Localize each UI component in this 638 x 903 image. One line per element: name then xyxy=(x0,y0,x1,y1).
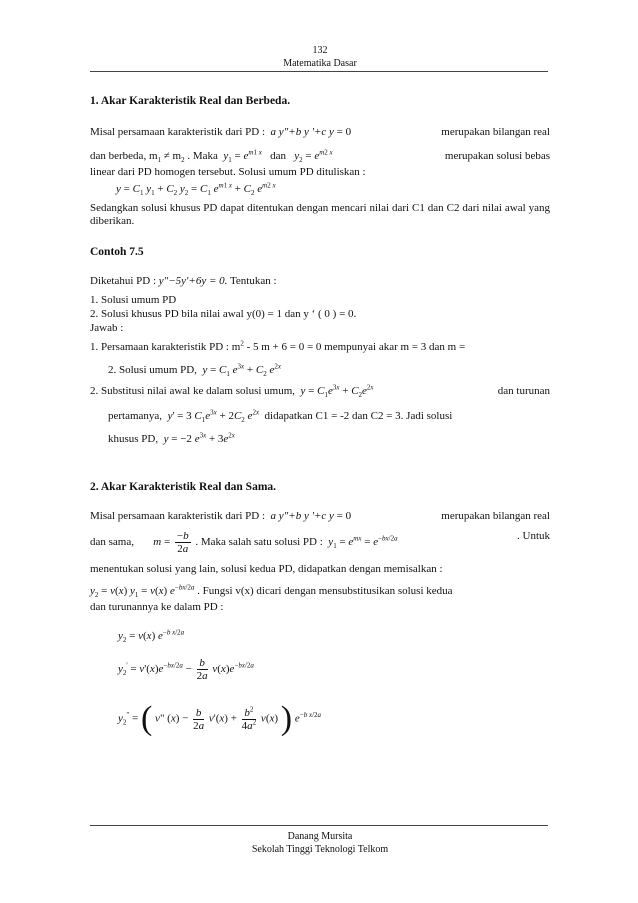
section2-paragraph-line5: dan turunannya ke dalam PD : xyxy=(90,601,224,613)
book-title: Matematika Dasar xyxy=(283,58,357,69)
example-item-1: 1. Solusi umum PD xyxy=(90,294,177,306)
section1-paragraph-line4: Sedangkan solusi khusus PD dapat ditentukan dengan mencari nilai dari C1 dan C2 dari nilai awal yang diberikan. xyxy=(90,202,550,227)
section1-heading: 1. Akar Karakteristik Real dan Berbeda. xyxy=(90,95,291,107)
derivative-equation-y2: $y_2 = v(x)$ $e^{-b x/2a}$ xyxy=(118,628,185,645)
answer-2-line3: khusus PD, y = −2 $e^{3x} + 3e^{2x}$ xyxy=(108,431,235,445)
example-heading: Contoh 7.5 xyxy=(90,246,144,258)
page-footer xyxy=(90,830,550,856)
section2-paragraph-line1: Misal persamaan karakteristik dari PD : a y"+b y '+c y = 0 merupakan bilangan real xyxy=(90,510,550,522)
example-item-2: 2. Solusi khusus PD bila nilai awal y(0) = 1 dan y ‘ ( 0 ) = 0. xyxy=(90,308,357,320)
section1-paragraph-line1: Misal persamaan karakteristik dari PD : a y"+b y '+c y = 0 merupakan bilangan real xyxy=(90,126,550,138)
example-given: Diketahui PD : y"−5y'+6y = 0. Tentukan : xyxy=(90,275,277,287)
author-name: Danang Mursita xyxy=(287,831,353,842)
section2-heading: 2. Akar Karakteristik Real dan Sama. xyxy=(90,481,277,493)
example-jawab: Jawab : xyxy=(90,322,124,334)
page-header xyxy=(90,44,550,70)
answer-1-line1: 1. Persamaan karakteristik PD : $m^2 - 5$ m + 6 = 0 = 0 mempunyai akar m = 3 dan m = xyxy=(90,339,466,353)
section1-paragraph-line3: linear dari PD homogen tersebut. Solusi umum PD dituliskan : xyxy=(90,166,366,178)
section2-paragraph-line2: dan sama, m = $\frac{-b}{2a}$ . Maka salah satu solusi PD : $y_1 = e^{mx} = e^{-bx/2a}$ . Untuk xyxy=(90,530,550,555)
footer-rule xyxy=(90,825,548,826)
institution-name: Sekolah Tinggi Teknologi Telkom xyxy=(251,844,389,855)
answer-2-line1: 2. Substitusi nilai awal ke dalam solusi umum, $y = C_1e^{3x} + C_2e^{2x}$ dan turunan xyxy=(90,383,550,400)
derivative-equation-y2-double-prime: $y_2^"$ = ( v" (x) − $\frac{b}{2a}$ v'(x) + $\frac{b^2}{4a^2}$ v(x) ) $e^{-b x/2a}$ xyxy=(118,700,322,737)
section2-paragraph-line3: menentukan solusi yang lain, solusi kedua PD, didapatkan dengan memisalkan : xyxy=(90,563,443,575)
answer-1-line2: 2. Solusi umum PD, $y = C_1$ $e^{3x} + C_2$ $e^{2x}$ xyxy=(108,362,281,379)
general-solution-equation: $y = C_1$ $y_1 + C_2$ $y_2 = C_1$ $e^{m1 x} + C_2$ $e^{m2 x}$ xyxy=(116,181,276,198)
page-number: 132 xyxy=(312,45,328,56)
section2-paragraph-line4: $y_2 = v(x) y_1 = v(x)$ $e^{-bx/2a}$ . Fungsi v(x) dicari dengan mensubstitusikan solusi kedua xyxy=(90,583,453,600)
header-rule xyxy=(90,71,548,72)
section1-paragraph-line2: dan berbeda, $m_1 \ne m_2$ . Maka $y_1 = e^{m1 x}$ dan $y_2 = e^{m2 x}$ merupakan solusi bebas xyxy=(90,148,550,165)
answer-2-line2: pertamanya, y' = 3 $C_1e^{3x} + 2C_2$ $e^{2x}$ didapatkan C1 = -2 dan C2 = 3. Jadi solusi xyxy=(108,408,453,425)
derivative-equation-y2-prime: $y_2' = v'(x)e^{-bx/2a}$ − $\frac{b}{2a}$ $v(x)e^{-bx/2a}$ xyxy=(118,657,254,682)
